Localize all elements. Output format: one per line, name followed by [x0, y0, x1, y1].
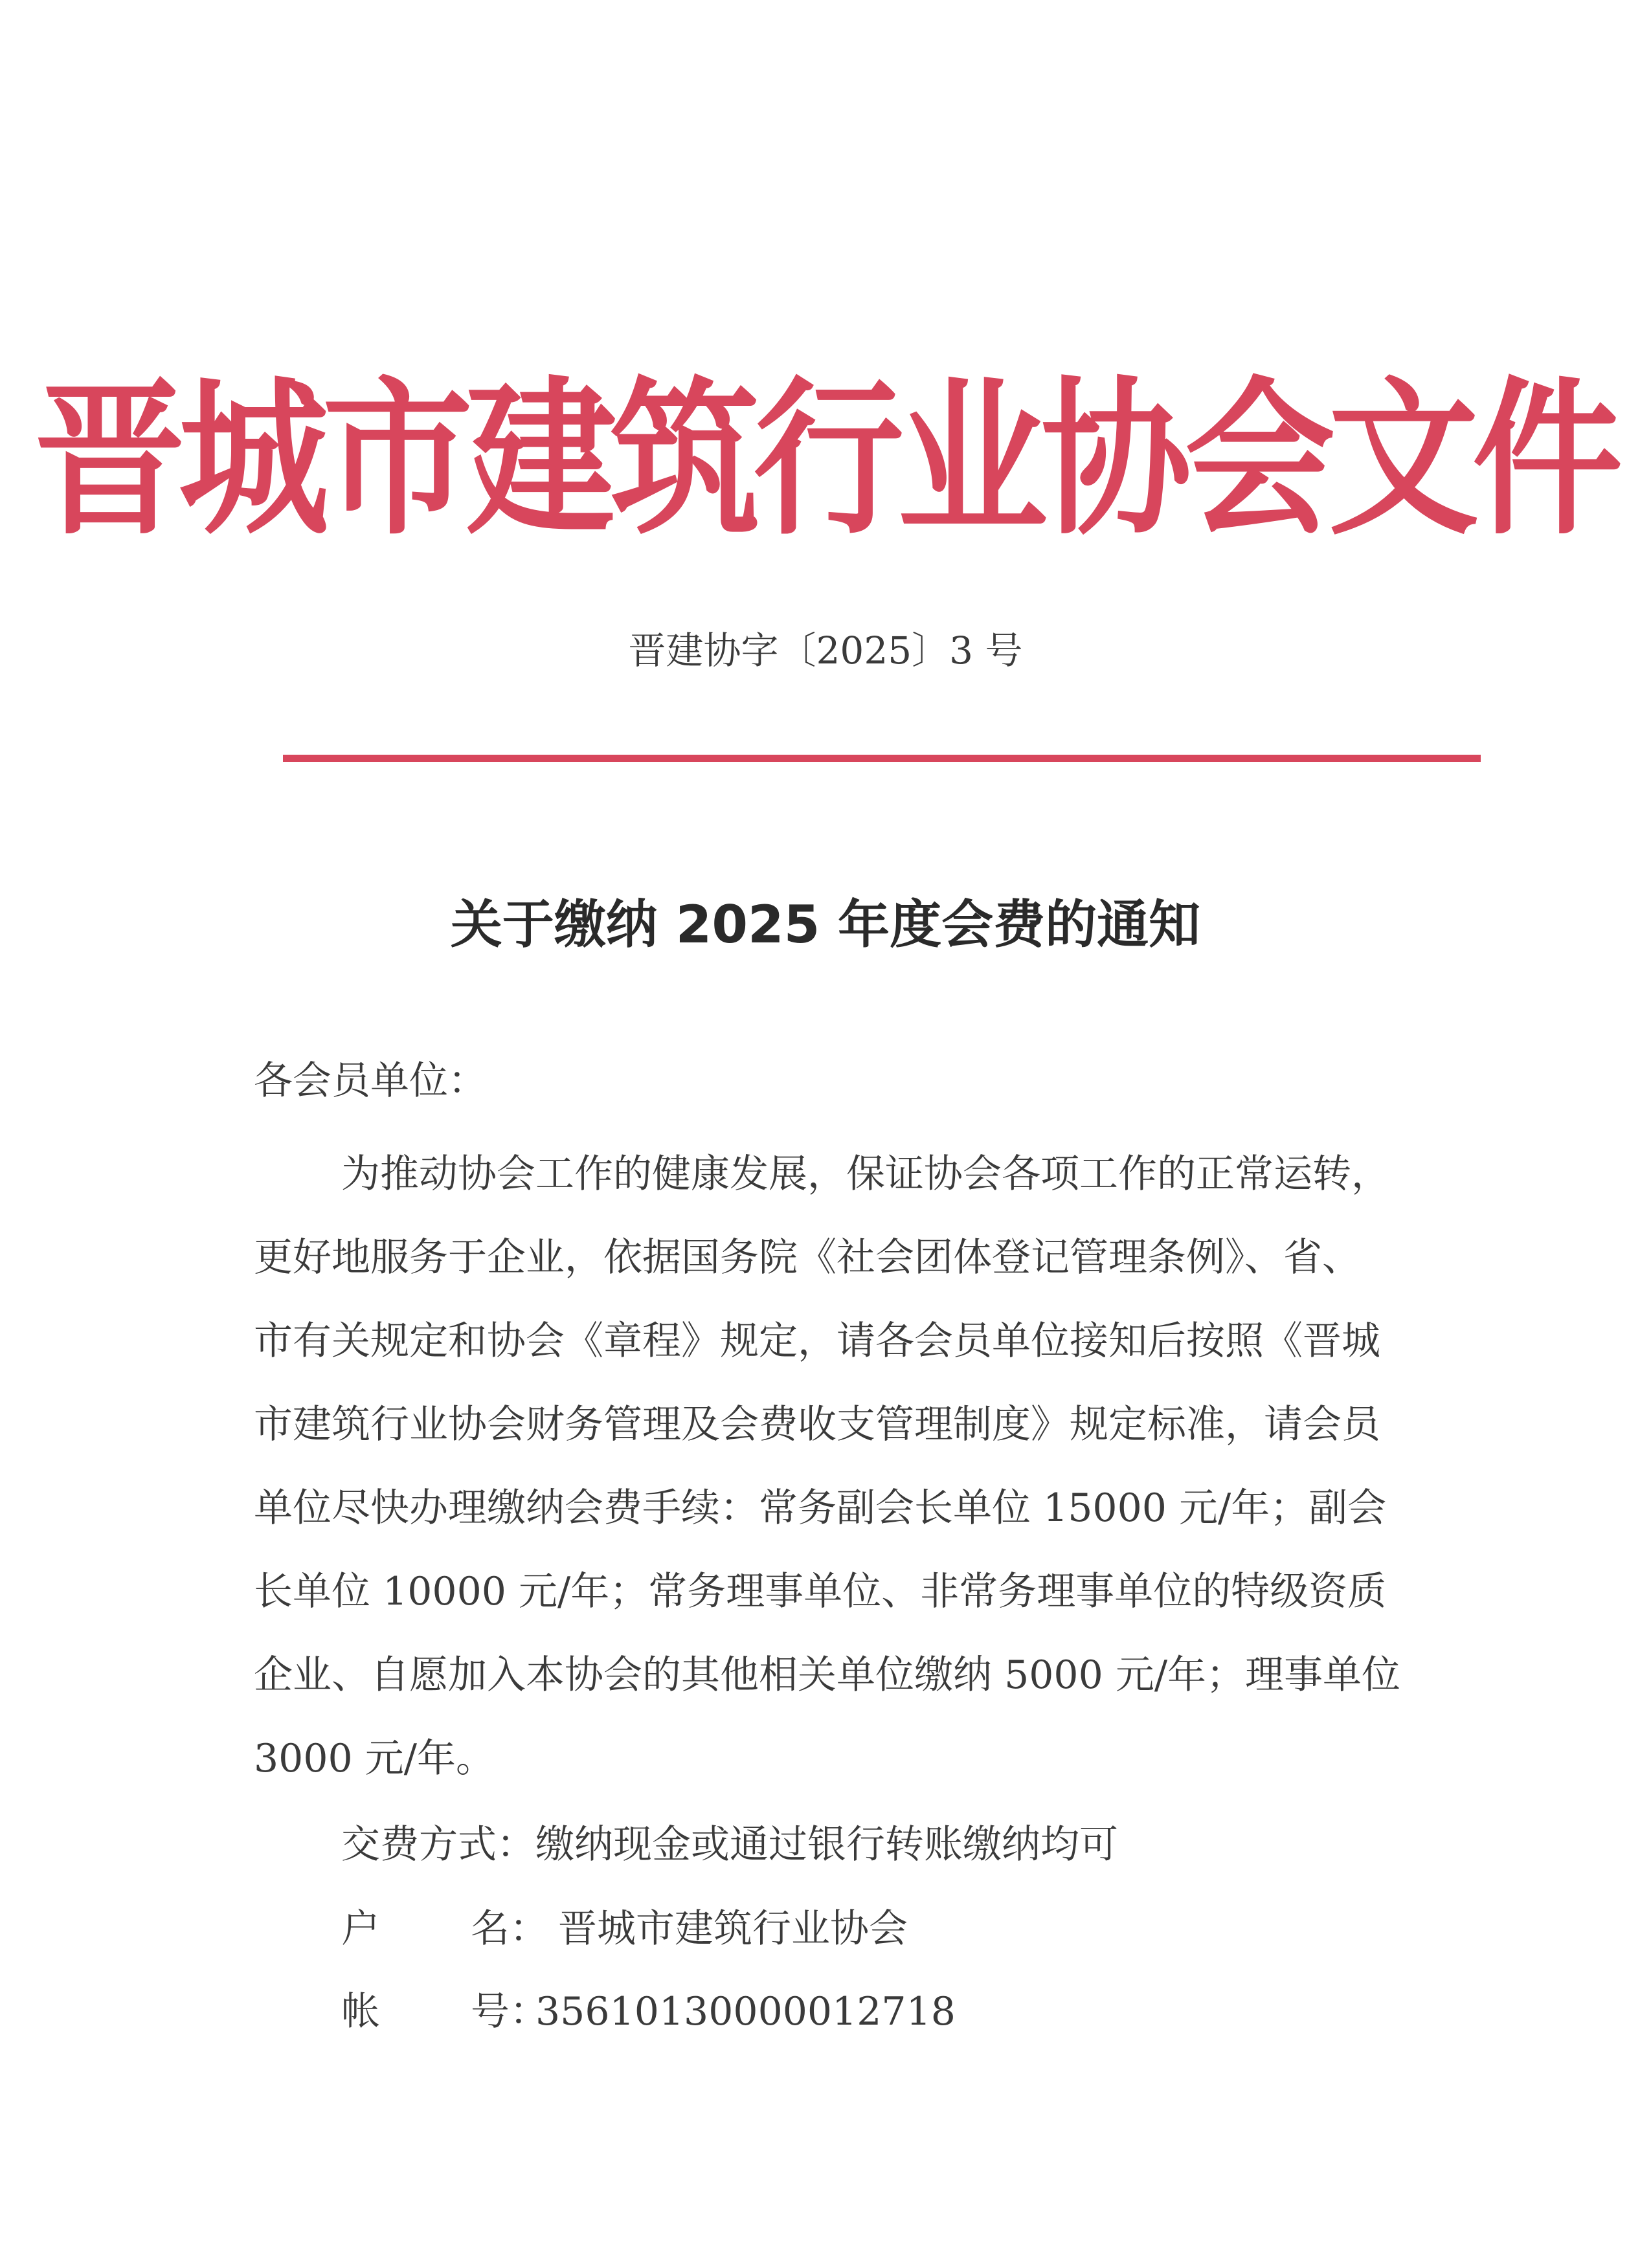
account-name-label-part1: 户: [341, 1906, 380, 1951]
body-line: 单位尽快办理缴纳会费手续：常务副会长单位 15000 元/年；副会: [254, 1485, 1387, 1531]
payment-method-label: 交费方式：: [341, 1822, 535, 1867]
document-number: 晋建协字〔2025〕3 号: [628, 628, 1023, 673]
account-number-line: [341, 1979, 956, 2044]
body-line: 3000 元/年。: [254, 1736, 495, 1781]
account-name-value: 晋城市建筑行业协会: [558, 1906, 908, 1951]
body-line: 企业、自愿加入本协会的其他相关单位缴纳 5000 元/年；理事单位: [254, 1652, 1401, 1698]
account-name-line: [341, 1896, 908, 1961]
account-number-value: 35610130000012718: [535, 1989, 956, 2034]
body-line: 为推动协会工作的健康发展，保证协会各项工作的正常运转，: [341, 1151, 1390, 1197]
body-line: 长单位 10000 元/年；常务理事单位、非常务理事单位的特级资质: [254, 1569, 1387, 1614]
account-number-label-part1: 帐: [341, 1989, 380, 2034]
salutation: 各会员单位：: [254, 1058, 487, 1104]
body-paragraph: [254, 1133, 1516, 1801]
payment-method-line: [341, 1812, 1118, 1877]
red-header-title: 晋城市建筑行业协会文件: [34, 359, 1616, 558]
body-line: 更好地服务于企业，依据国务院《社会团体登记管理条例》、省、: [254, 1235, 1361, 1280]
account-name-label-part2: 名：: [471, 1906, 548, 1951]
account-number-label-part2: 号：: [471, 1989, 548, 2034]
notice-title: 关于缴纳 2025 年度会费的通知: [450, 895, 1201, 955]
body-line: 市有关规定和协会《章程》规定，请各会员单位接知后按照《晋城: [254, 1318, 1380, 1364]
payment-method-value: 缴纳现金或通过银行转账缴纳均可: [535, 1822, 1118, 1867]
red-divider-line: [283, 755, 1481, 762]
body-line: 市建筑行业协会财务管理及会费收支管理制度》规定标准，请会员: [254, 1402, 1380, 1447]
